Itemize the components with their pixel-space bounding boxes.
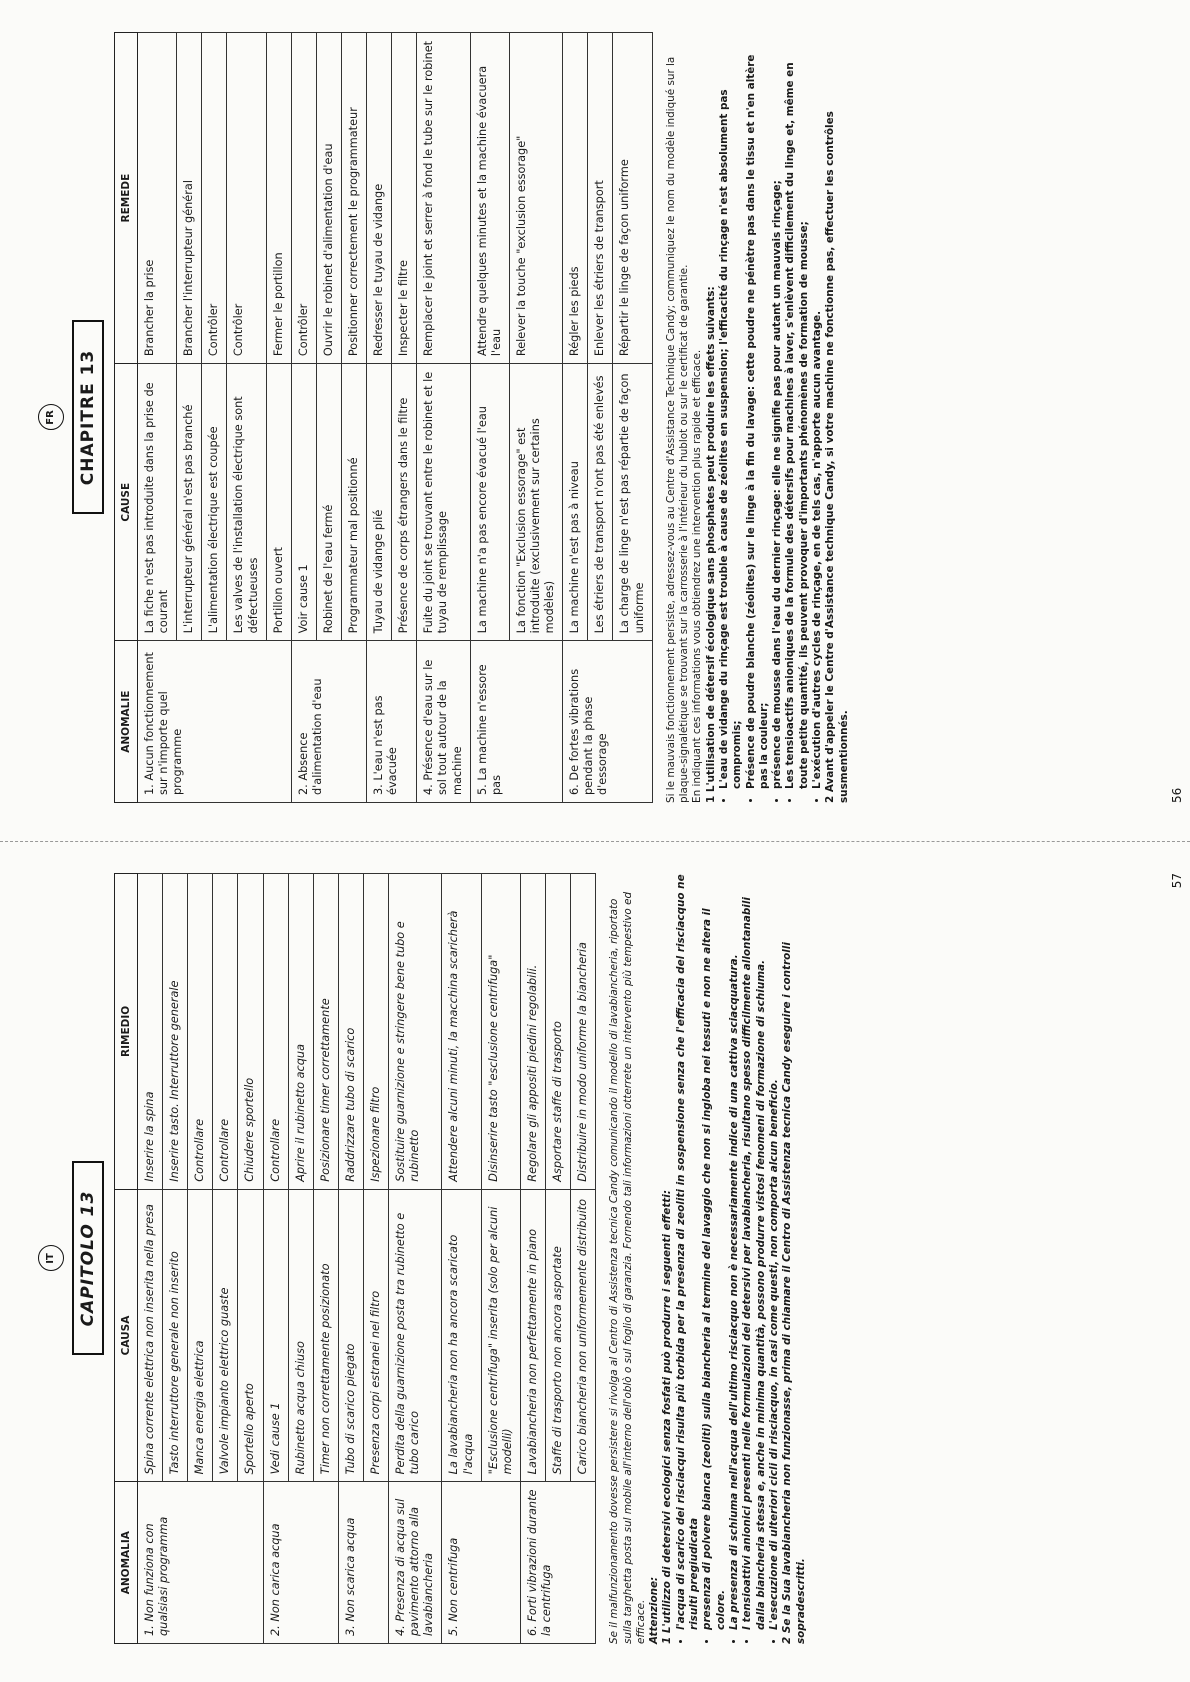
- cause-cell: Tuyau de vidange plié: [367, 364, 392, 641]
- page-italian: [0, 841, 1190, 1682]
- cause-cell: Spina corrente elettrica non inserita nella presa: [138, 1189, 163, 1482]
- anomaly-cell: 4. Présence d'eau sur le sol tout autour de la machine: [417, 641, 470, 803]
- remedy-cell: Raddrizzare tubo di scarico: [338, 874, 363, 1190]
- cause-cell: Voir cause 1: [291, 364, 316, 641]
- cause-cell: "Esclusione centrifuga" inserita (solo per alcuni modelli): [481, 1189, 520, 1482]
- remedy-cell: Brancher la prise: [138, 33, 177, 364]
- remedy-cell: Posizionare timer correttamente: [313, 874, 338, 1190]
- cause-cell: La fiche n'est pas introduite dans la prise de courant: [138, 364, 177, 641]
- notes-bullet: • presenza di polvere bianca (zeoliti) sulla biancheria al termine del lavaggio che non si ingloba nei tessuti e non ne altera il colore.: [701, 873, 728, 1630]
- anomaly-cell: 3. L'eau n'est pas évacuée: [367, 641, 417, 803]
- notes-intro-2: En indiquant ces informations vous obtiendrez une intervention plus rapide et efficace.: [691, 349, 704, 803]
- chapter-header: [34, 32, 114, 803]
- cause-cell: Timer non correttamente posizionato: [313, 1189, 338, 1482]
- remedy-cell: Positionner correctement le programmateur: [341, 33, 366, 364]
- cause-cell: L'interrupteur général n'est pas branché: [177, 364, 202, 641]
- remedy-cell: Attendre quelques minutes et la machine évacuera l'eau: [470, 33, 509, 364]
- cause-cell: Les étriers de transport n'ont pas été enlevés: [588, 364, 613, 641]
- table-body: [138, 33, 653, 803]
- cause-cell: Presenza corpi estranei nel filtro: [363, 1189, 388, 1482]
- anomaly-cell: 1. Aucun fonctionnement sur n'importe quel programme: [138, 641, 292, 803]
- remedy-cell: Chiudere sportello: [238, 874, 263, 1190]
- remedy-cell: Relever la touche "exclusion essorage": [509, 33, 562, 364]
- remedy-cell: Ouvrir le robinet d'alimentation d'eau: [316, 33, 341, 364]
- header-cause: CAUSE: [115, 364, 138, 641]
- cause-cell: Programmateur mal positionné: [341, 364, 366, 641]
- cause-cell: La machine n'a pas encore évacué l'eau: [470, 364, 509, 641]
- remedy-cell: Brancher l'interrupteur général: [177, 33, 202, 364]
- header-remedy: REMEDE: [115, 33, 138, 364]
- cause-cell: La fonction "Exclusion essorage" est introduite (exclusivement sur certains modèles): [509, 364, 562, 641]
- remedy-cell: Contrôler: [202, 33, 227, 364]
- language-badge: IT: [38, 1246, 64, 1272]
- notes-section: [608, 873, 808, 1644]
- table-row: [291, 33, 316, 803]
- cause-cell: Robinet de l'eau fermé: [316, 364, 341, 641]
- table-row: [520, 874, 545, 1644]
- chapter-title: CHAPITRE 13: [72, 321, 104, 515]
- table-row: [263, 874, 288, 1644]
- anomaly-cell: 2. Absence d'alimentation d'eau: [291, 641, 366, 803]
- notes-bullet: • L'eau de vidange du rinçage est trouble à cause de zéolites en suspension; l'efficacité du rinçage n'est absolument pas compromis;: [718, 32, 745, 789]
- anomaly-cell: 5. La machine n'essore pas: [470, 641, 563, 803]
- cause-cell: Tubo di scarico piegato: [338, 1189, 363, 1482]
- remedy-cell: Contrôler: [227, 33, 266, 364]
- remedy-cell: Redresser le tuyau de vidange: [367, 33, 392, 364]
- cause-cell: Portillon ouvert: [266, 364, 291, 641]
- cause-cell: Carico biancheria non uniformemente distribuito: [571, 1189, 596, 1482]
- notes-section: [665, 32, 851, 803]
- notes-bullet: • L'exécution d'autres cycles de rinçage, en de tels cas, n'apporte aucun avantage.: [811, 32, 824, 789]
- remedy-cell: Controllare: [188, 874, 213, 1190]
- page-number: 57: [1170, 873, 1184, 889]
- remedy-cell: Sostituire guarnizione e stringere bene tubo e rubinetto: [389, 874, 442, 1190]
- notes-bullet: • La presenza di schiuma nell'acqua dell'ultimo risciacquo non è necessariamente indice di una cattiva sciacquatura.: [728, 873, 741, 1630]
- remedy-cell: Attendere alcuni minuti, la macchina scaricherà: [442, 874, 481, 1190]
- notes-bullet: • Présence de poudre blanche (zéolites) sur le linge à la fin du lavage: cette poudre ne pénètre pas dans le tissu et n'en altère pas la couleur;: [745, 32, 772, 789]
- notes-heading-1: 1 L'utilisation de détersif écologique sans phosphates peut produire les effets suivants:: [704, 286, 717, 803]
- notes-intro: Se il malfunzionamento dovesse persistere si rivolga al Centro di Assistenza tecnica Candy comunicando il modello di lavabiancheria, riportato sulla targhetta posta sul mobile all'interno dell'oblò o sul foglio di garanzia. Fornendo tali informazioni otterrete un intervento più tempestivo ed efficace.: [608, 891, 647, 1644]
- cause-cell: Rubinetto acqua chiuso: [288, 1189, 313, 1482]
- table-row: [138, 874, 163, 1644]
- chapter-title: CAPITOLO 13: [72, 1162, 104, 1356]
- remedy-cell: Remplacer le joint et serrer à fond le tube sur le robinet: [417, 33, 470, 364]
- cause-cell: Valvole impianto elettrico guaste: [213, 1189, 238, 1482]
- remedy-cell: Distribuire in modo uniforme la biancheria: [571, 874, 596, 1190]
- chapter-header: [34, 873, 114, 1644]
- table-row: [367, 33, 392, 803]
- table-row: [389, 874, 442, 1644]
- remedy-cell: Aprire il rubinetto acqua: [288, 874, 313, 1190]
- notes-heading-2: 2 Se la Sua lavabiancheria non funzionasse, prima di chiamare il Centro di Assistenza tecnica Candy eseguire i controlli sopradescritti.: [781, 942, 807, 1644]
- table-row: [442, 874, 481, 1644]
- remedy-cell: Asportare staffe di trasporto: [545, 874, 570, 1190]
- notes-bullet: • l'acqua di scarico dei risciacqui risulta più torbida per la presenza di zeoliti in sospensione senza che l'efficacia del risciacquo ne risulti pregiudicata: [675, 873, 702, 1630]
- remedy-cell: Controllare: [213, 874, 238, 1190]
- remedy-cell: Contrôler: [291, 33, 316, 364]
- remedy-cell: Inserire tasto. Interruttore generale: [163, 874, 188, 1190]
- notes-heading-1: 1 L'utilizzo di detersivi ecologici senza fosfati può produrre i seguenti effetti:: [661, 1190, 674, 1644]
- header-anomaly: ANOMALIE: [115, 641, 138, 803]
- page-number: 56: [1170, 787, 1184, 803]
- cause-cell: La machine n'est pas à niveau: [563, 364, 588, 641]
- cause-cell: Manca energia elettrica: [188, 1189, 213, 1482]
- cause-cell: La lavabiancheria non ha ancora scaricato l'acqua: [442, 1189, 481, 1482]
- anomaly-cell: 2. Non carica acqua: [263, 1482, 338, 1644]
- notes-bullets: [718, 32, 825, 803]
- cause-cell: Présence de corps étrangers dans le filtre: [392, 364, 417, 641]
- notes-bullet: • présence de mousse dans l'eau du dernier rinçage: elle ne signifie pas pour autant un mauvais rinçage;: [771, 32, 784, 789]
- notes-bullet: • L'esecuzione di ulteriori cicli di risciacquo, in casi come questi, non comporta alcun beneficio.: [768, 873, 781, 1630]
- anomaly-cell: 5. Non centrifuga: [442, 1482, 520, 1644]
- notes-intro-2: Attenzione:: [648, 1576, 661, 1644]
- notes-intro: Si le mauvais fonctionnement persiste, adressez-vous au Centre d'Assistance Technique Candy; communiquez le nom du modèle indiqué sur la plaque-signalétique se trouvant sur la carrosserie à l'intérieur du hublot ou sur le certificat de garantie.: [664, 56, 690, 803]
- remedy-cell: Répartir le linge de façon uniforme: [613, 33, 652, 364]
- notes-bullets: [675, 873, 782, 1644]
- remedy-cell: Disinserire tasto "esclusione centrifuga": [481, 874, 520, 1190]
- anomaly-cell: 3. Non scarica acqua: [338, 1482, 388, 1644]
- language-badge: FR: [38, 405, 64, 431]
- header-remedy: RIMEDIO: [115, 874, 138, 1190]
- notes-bullet: • Les tensioactifs anioniques de la formule des détersifs pour machines à laver, s'enlèvent difficilement du linge et, même en toute petite quantité, ils peuvent provoquer d'importants phénomènes de formation de mousse;: [784, 32, 811, 789]
- anomaly-cell: 4. Presenza di acqua sul pavimento attorno alla lavabiancheria: [389, 1482, 442, 1644]
- anomaly-cell: 6. De fortes vibrations pendant la phase d'essorage: [563, 641, 652, 803]
- table-row: [470, 33, 509, 803]
- remedy-cell: Regolare gli appositi piedini regolabili.: [520, 874, 545, 1190]
- cause-cell: Perdita della guarnizione posta tra rubinetto e tubo carico: [389, 1189, 442, 1482]
- remedy-cell: Ispezionare filtro: [363, 874, 388, 1190]
- header-anomaly: ANOMALIA: [115, 1482, 138, 1644]
- cause-cell: Tasto interruttore generale non inserito: [163, 1189, 188, 1482]
- header-cause: CAUSA: [115, 1189, 138, 1482]
- notes-bullet: • I tensioattivi anionici presenti nelle formulazioni dei detersivi per lavabiancheria, risultano spesso difficilmente allontanabili dalla biancheria stessa e, anche in minima quantità, possono produrre vistosi fenomeni di formazione di schiuma.: [741, 873, 768, 1630]
- remedy-cell: Régler les pieds: [563, 33, 588, 364]
- remedy-cell: Fermer le portillon: [266, 33, 291, 364]
- table-body: [138, 874, 596, 1644]
- anomaly-cell: 1. Non funziona con qualsiasi programma: [138, 1482, 264, 1644]
- remedy-cell: Inspecter le filtre: [392, 33, 417, 364]
- table-row: [138, 33, 177, 803]
- table-row: [338, 874, 363, 1644]
- cause-cell: Vedi cause 1: [263, 1189, 288, 1482]
- cause-cell: L'alimentation électrique est coupée: [202, 364, 227, 641]
- remedy-cell: Inserire la spina: [138, 874, 163, 1190]
- cause-cell: Fuite du joint se trouvant entre le robinet et le tuyau de remplissage: [417, 364, 470, 641]
- cause-cell: Les valves de l'installation électrique sont défectueuses: [227, 364, 266, 641]
- cause-cell: Staffe di trasporto non ancora asportate: [545, 1189, 570, 1482]
- table-row: [417, 33, 470, 803]
- cause-cell: Sportello aperto: [238, 1189, 263, 1482]
- cause-cell: La charge de linge n'est pas répartie de façon uniforme: [613, 364, 652, 641]
- anomaly-cell: 6. Forti vibrazioni durante la centrifuga: [520, 1482, 595, 1644]
- notes-heading-2: 2 Avant d'appeler le Centre d'Assistance technique Candy, si votre machine ne fonctionne pas, effectuer les contrôles susmentionnés.: [824, 111, 850, 803]
- table-row: [563, 33, 588, 803]
- cause-cell: Lavabiancheria non perfettamente in piano: [520, 1189, 545, 1482]
- remedy-cell: Controllare: [263, 874, 288, 1190]
- troubleshooting-table: [114, 32, 653, 803]
- troubleshooting-table: [114, 873, 596, 1644]
- remedy-cell: Enlever les étriers de transport: [588, 33, 613, 364]
